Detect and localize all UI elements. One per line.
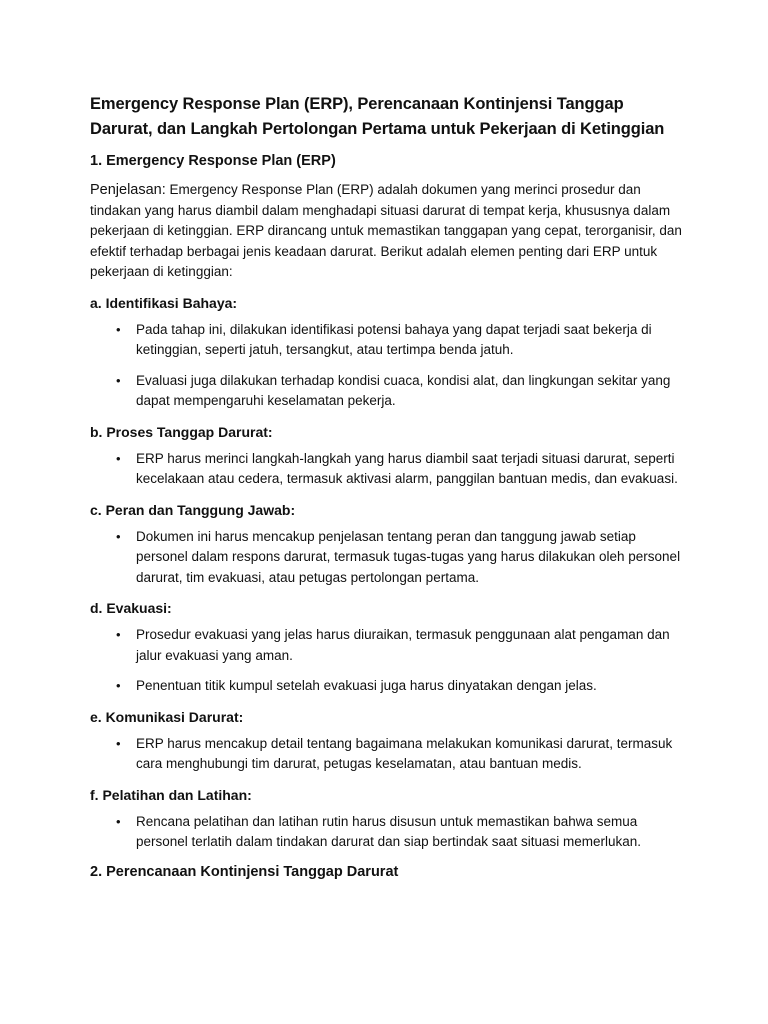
subsection-heading: d. Evakuasi:: [90, 600, 172, 616]
subsections: [90, 292, 688, 853]
bullet-list: [90, 320, 688, 412]
bullet-list: [90, 527, 688, 589]
list-item: [90, 734, 688, 775]
section-2-heading: 2. Perencanaan Kontinjensi Tanggap Darurat: [90, 863, 399, 880]
list-item: [90, 625, 688, 666]
bullet-list: [90, 625, 688, 697]
list-item-text: ERP harus merinci langkah-langkah yang harus diambil saat terjadi situasi darurat, seperti kecelakaan atau cedera, termasuk aktivasi alarm, panggilan bantuan medis, dan evakuasi.: [136, 450, 678, 486]
intro-text: Emergency Response Plan (ERP) adalah dokumen yang merinci prosedur dan tindakan yang harus diambil dalam menghadapi situasi darurat di tempat kerja, khususnya dalam pekerjaan di ketinggian. ERP dirancang untuk memastikan tanggapan yang cepat, terorganisir, dan efektif terhadap berbagai jenis keadaan darurat. Berikut adalah elemen penting dari ERP untuk pekerjaan di ketinggian:: [90, 182, 682, 279]
subsection-heading: e. Komunikasi Darurat:: [90, 708, 244, 725]
bullet-list: [90, 449, 688, 490]
subsection-heading: c. Peran dan Tanggung Jawab:: [90, 501, 296, 518]
bullet-icon: •: [116, 372, 121, 388]
list-item-text: Dokumen ini harus mencakup penjelasan tentang peran dan tanggung jawab setiap personel dalam respons darurat, termasuk tugas-tugas yang harus dilakukan oleh personel darurat, tim evakuasi, atau petugas pertolongan pertama.: [136, 528, 681, 585]
list-item: [90, 527, 688, 589]
list-item-text: Penentuan titik kumpul setelah evakuasi juga harus dinyatakan dengan jelas.: [136, 678, 597, 693]
section-1-heading: 1. Emergency Response Plan (ERP): [90, 153, 336, 169]
subsection-heading: f. Pelatihan dan Latihan:: [90, 786, 252, 803]
list-item: [90, 676, 688, 697]
bullet-icon: •: [116, 528, 121, 544]
list-item-text: Evaluasi juga dilakukan terhadap kondisi cuaca, kondisi alat, dan lingkungan sekitar yang dapat mempengaruhi keselamatan pekerja.: [136, 372, 671, 408]
bullet-list: [90, 734, 688, 775]
bullet-icon: •: [116, 450, 121, 466]
subsection-heading: a. Identifikasi Bahaya:: [90, 294, 238, 311]
intro-paragraph: [90, 180, 688, 283]
list-item-text: Prosedur evakuasi yang jelas harus diuraikan, termasuk penggunaan alat pengaman dan jalur evakuasi yang aman.: [136, 627, 670, 663]
list-item: [90, 371, 688, 412]
list-item-text: Pada tahap ini, dilakukan identifikasi potensi bahaya yang dapat terjadi saat bekerja di ketinggian, seperti jatuh, tersangkut, atau tertimpa benda jatuh.: [136, 321, 652, 357]
subsection-heading: b. Proses Tanggap Darurat:: [90, 423, 273, 440]
list-item: [90, 320, 688, 361]
list-item-text: ERP harus mencakup detail tentang bagaimana melakukan komunikasi darurat, termasuk cara menghubungi tim darurat, petugas keselamatan, atau bantuan medis.: [136, 735, 673, 771]
bullet-icon: •: [116, 735, 121, 751]
document-title: Emergency Response Plan (ERP), Perencanaan Kontinjensi Tanggap Darurat, dan Langkah Pertolongan Pertama untuk Pekerjaan di Ketinggian: [90, 95, 665, 138]
bullet-list: [90, 812, 688, 853]
bullet-icon: •: [116, 813, 121, 829]
list-item: [90, 449, 688, 490]
intro-lead: Penjelasan:: [90, 182, 166, 198]
list-item: [90, 812, 688, 853]
bullet-icon: •: [116, 321, 121, 337]
list-item-text: Rencana pelatihan dan latihan rutin harus disusun untuk memastikan bahwa semua personel terlatih dalam tindakan darurat dan siap bertindak saat situasi memerlukan.: [136, 813, 642, 849]
bullet-icon: •: [116, 627, 121, 642]
bullet-icon: •: [116, 678, 121, 693]
